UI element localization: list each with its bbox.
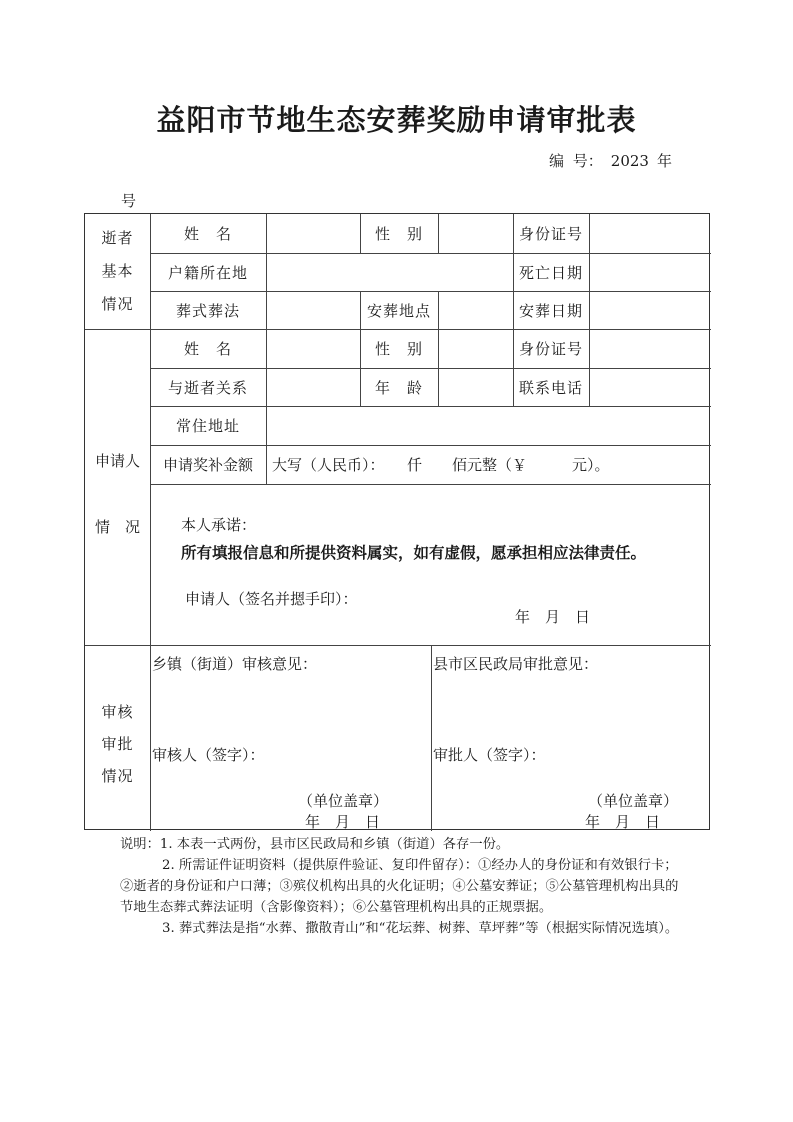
applicant-date: 年 月 日 <box>515 608 591 626</box>
applicant-section-label-2: 情 况 <box>95 518 141 536</box>
town-date: 年 月 日 <box>305 813 381 831</box>
town-signer-label: 审核人（签字）： <box>152 746 265 764</box>
applicant-section-label: 申请人 <box>95 452 141 470</box>
review-label-line2: 审批 <box>101 735 134 753</box>
death-date-label: 死亡日期 <box>518 263 583 282</box>
serial-label: 编 号： <box>549 152 603 170</box>
burial-place-label: 安葬地点 <box>366 301 431 320</box>
applicant-name-field[interactable] <box>266 329 360 368</box>
serial-year: 2023 <box>610 152 649 170</box>
town-opinion-label: 乡镇（街道）审核意见： <box>152 655 318 673</box>
application-table <box>84 213 710 830</box>
applicant-gender-label: 性 别 <box>374 340 423 358</box>
pledge-heading: 本人承诺： <box>181 516 257 534</box>
deceased-section-label <box>85 214 150 329</box>
deceased-id-field[interactable] <box>589 214 711 253</box>
deceased-gender-label: 性 别 <box>374 225 423 243</box>
review-section-label <box>85 694 150 794</box>
address-label: 常住地址 <box>175 417 240 435</box>
note-3: 3. 葬式葬法是指“水葬、撒散青山”和“花坛葬、树葬、草坪葬”等（根据实际情况选填）。 <box>162 921 679 936</box>
county-date: 年 月 日 <box>585 813 661 831</box>
burial-date-field[interactable] <box>589 291 711 329</box>
note-2: 2. 所需证件证明资料（提供原件验证、复印件留存）：①经办人的身份证和有效银行卡；②逝者的身份证和户口薄；③殡仪机构出具的火化证明；④公墓安葬证；⑤公墓管理机构出具的节地生态葬式葬法证明（含影像资料）；⑥公墓管理机构出具的正规票据。 <box>120 858 679 915</box>
burial-method-label: 葬式葬法 <box>175 301 240 320</box>
applicant-signature-label: 申请人（签名并摁手印）： <box>185 590 358 608</box>
deceased-gender-field[interactable] <box>438 214 513 253</box>
applicant-gender-field[interactable] <box>438 329 513 368</box>
age-field[interactable] <box>438 368 513 406</box>
deceased-label-line2: 基本 <box>101 262 134 280</box>
deceased-name-label: 姓 名 <box>183 225 232 243</box>
death-date-field[interactable] <box>589 253 711 291</box>
phone-label: 联系电话 <box>518 378 583 397</box>
county-opinion-label: 县市区民政局审批意见： <box>433 655 599 673</box>
amount-field[interactable]: 大写（人民币）： 仟 佰元整（￥ 元）。 <box>272 456 610 474</box>
form-title: 益阳市节地生态安葬奖励申请审批表 <box>156 103 637 137</box>
deceased-hukou-label: 户籍所在地 <box>167 263 248 282</box>
relation-field[interactable] <box>266 368 360 406</box>
deceased-label-line1: 逝者 <box>101 229 134 247</box>
applicant-id-label: 身份证号 <box>518 340 583 358</box>
burial-place-field[interactable] <box>438 291 513 329</box>
deceased-name-field[interactable] <box>266 214 360 253</box>
age-label: 年 龄 <box>374 378 423 397</box>
phone-field[interactable] <box>589 368 711 406</box>
serial-tail: 号 <box>121 192 137 210</box>
burial-date-label: 安葬日期 <box>518 301 583 320</box>
deceased-label-line3: 情况 <box>101 295 134 313</box>
applicant-id-field[interactable] <box>589 329 711 368</box>
pledge-text: 所有填报信息和所提供资料属实，如有虚假，愿承担相应法律责任。 <box>181 543 647 562</box>
review-label-line3: 情况 <box>101 767 134 785</box>
serial-year-unit: 年 <box>656 152 672 170</box>
address-field[interactable] <box>266 406 711 445</box>
town-seal-label: （单位盖章） <box>298 792 389 810</box>
amount-label: 申请奖补金额 <box>162 456 253 474</box>
county-seal-label: （单位盖章） <box>588 792 679 810</box>
review-label-line1: 审核 <box>101 703 134 721</box>
note-1: 说明：1. 本表一式两份，县市区民政局和乡镇（街道）各存一份。 <box>120 837 510 852</box>
serial-number <box>549 150 680 171</box>
applicant-name-label: 姓 名 <box>183 340 232 358</box>
burial-method-field[interactable] <box>266 291 360 329</box>
relation-label: 与逝者关系 <box>167 378 248 397</box>
notes-section <box>120 834 680 939</box>
county-signer-label: 审批人（签字）： <box>433 746 546 764</box>
deceased-id-label: 身份证号 <box>518 225 583 243</box>
deceased-hukou-field[interactable] <box>266 253 513 291</box>
